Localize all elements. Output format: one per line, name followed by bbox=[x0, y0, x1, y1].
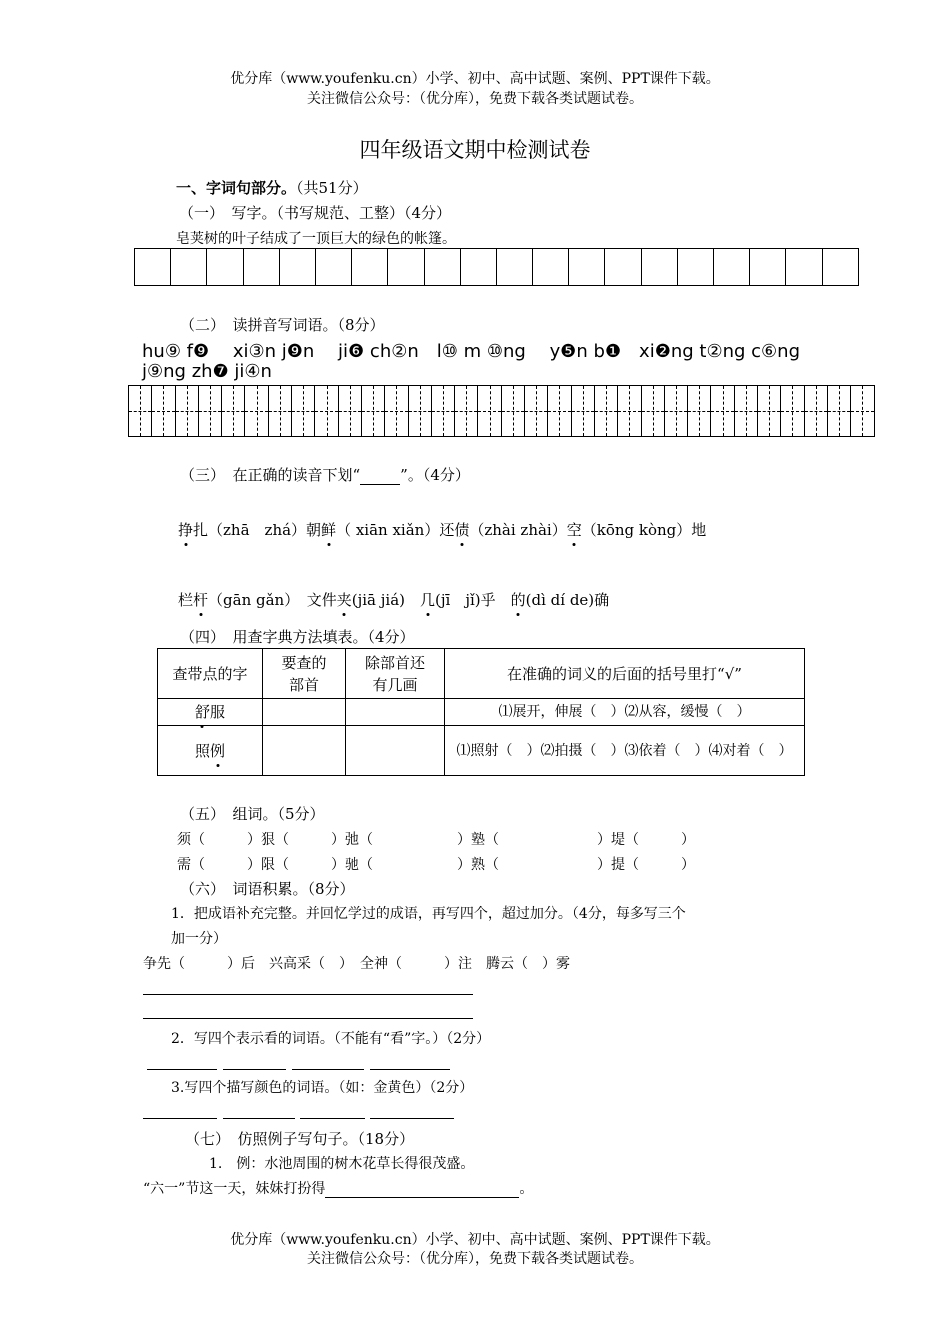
period: 。 bbox=[519, 1181, 534, 1197]
grid-cell[interactable] bbox=[714, 249, 750, 285]
pinyin-line-1: hu⑨ f❾ xi③n j❾n ji❻ ch②n l⑩ m ⑩ng y❺n b❶ xi❷ng t②ng c⑥ng bbox=[142, 341, 801, 362]
s6-heading: （六） 词语积累。（8分） bbox=[180, 880, 355, 898]
dotted-char: 杆 bbox=[193, 591, 209, 609]
col-header-text: 有几画 bbox=[372, 675, 418, 694]
s2-heading: （二） 读拼音写词语。（8分） bbox=[180, 316, 385, 334]
grid-cell[interactable] bbox=[135, 249, 171, 285]
options[interactable]: (jiā jiá) bbox=[351, 591, 420, 609]
tianzige-cell[interactable] bbox=[129, 386, 152, 436]
char: 栏 bbox=[178, 591, 194, 609]
answer-cell[interactable] bbox=[346, 726, 445, 776]
tianzige-cell[interactable] bbox=[688, 386, 711, 436]
dotted-char: 债 bbox=[454, 521, 470, 539]
header-line-2: 关注微信公众号：（优分库），免费下载各类试题试卷。 bbox=[307, 91, 643, 107]
grid-cell[interactable] bbox=[388, 249, 424, 285]
col-header: 查带点的字 bbox=[158, 649, 263, 699]
options[interactable]: （ xiān xiǎn）还 bbox=[336, 521, 455, 539]
dotted-char: 例 bbox=[210, 741, 226, 760]
s6-q3: 3.写四个描写颜色的词语。（如：金黄色）（2分） bbox=[171, 1080, 474, 1096]
answer-line[interactable] bbox=[147, 1069, 217, 1070]
tianzige-cell[interactable] bbox=[548, 386, 571, 436]
meaning-cell[interactable]: ⑴展开，伸展（ ）⑵从容，缓慢（ ） bbox=[445, 699, 805, 726]
footer-line-2: 关注微信公众号：（优分库），免费下载各类试题试卷。 bbox=[307, 1251, 643, 1267]
tianzige-cell[interactable] bbox=[199, 386, 222, 436]
grid-cell[interactable] bbox=[750, 249, 786, 285]
grid-cell[interactable] bbox=[569, 249, 605, 285]
s6-q1-line-1: 1．把成语补充完整。并回忆学过的成语，再写四个，超过加分。（4分，每多写三个 bbox=[171, 906, 686, 922]
table-cell bbox=[158, 726, 263, 776]
options[interactable]: （zhā zhá）朝 bbox=[208, 521, 322, 539]
dotted-char: 夹 bbox=[336, 591, 352, 609]
grid-cell[interactable] bbox=[497, 249, 533, 285]
dotted-char: 挣 bbox=[178, 521, 194, 539]
tianzige-cell[interactable] bbox=[478, 386, 501, 436]
footer-line-1: 优分库（www.youfenku.cn）小学、初中、高中试题、案例、PPT课件下载。 bbox=[230, 1232, 720, 1248]
idiom-blanks[interactable]: 争先（ ）后 兴高采（ ） 全神（ ）注 腾云（ ）雾 bbox=[143, 956, 570, 972]
s3-heading-post: ”。（4分） bbox=[400, 466, 470, 484]
s7-example: 1. 例：水池周围的树木花草长得很茂盛。 bbox=[209, 1156, 475, 1172]
s3-heading-pre: （三） 在正确的读音下划“ bbox=[180, 466, 361, 484]
grid-cell[interactable] bbox=[533, 249, 569, 285]
tianzige-cell[interactable] bbox=[152, 386, 175, 436]
tianzige-cell[interactable] bbox=[618, 386, 641, 436]
answer-cell[interactable] bbox=[346, 699, 445, 726]
grid-cell[interactable] bbox=[352, 249, 388, 285]
grid-cell[interactable] bbox=[678, 249, 714, 285]
s5-heading: （五） 组词。（5分） bbox=[180, 805, 325, 823]
tianzige-cell[interactable] bbox=[851, 386, 874, 436]
s5-row-1[interactable]: 须（ ）狠（ ）弛（ ）塾（ ）堤（ ） bbox=[177, 832, 695, 848]
dictionary-table bbox=[157, 648, 805, 776]
grid-cell[interactable] bbox=[642, 249, 678, 285]
tianzige-cell[interactable] bbox=[222, 386, 245, 436]
tianzige-cell[interactable] bbox=[642, 386, 665, 436]
s6-q1-line-2: 加一分） bbox=[171, 931, 227, 947]
dotted-char: 鲜 bbox=[321, 521, 337, 539]
options[interactable]: （kōng kòng）地 bbox=[581, 521, 707, 539]
s7-question bbox=[143, 1178, 533, 1198]
answer-line[interactable] bbox=[370, 1118, 454, 1119]
s1-heading: （一） 写字。（书写规范、工整）（4分） bbox=[179, 204, 452, 222]
tianzige-cell[interactable] bbox=[245, 386, 268, 436]
tianzige-cell[interactable] bbox=[781, 386, 804, 436]
answer-line[interactable] bbox=[223, 1069, 286, 1070]
underline-sample bbox=[360, 484, 400, 485]
part1-heading bbox=[176, 177, 368, 198]
tianzige-cell[interactable] bbox=[362, 386, 385, 436]
dotted-char: 的 bbox=[510, 591, 526, 609]
answer-line[interactable] bbox=[223, 1118, 295, 1119]
tianzige-cell[interactable] bbox=[525, 386, 548, 436]
grid-cell[interactable] bbox=[207, 249, 243, 285]
tianzige-cell[interactable] bbox=[269, 386, 292, 436]
char: 服 bbox=[210, 703, 226, 721]
writing-grid[interactable] bbox=[134, 248, 859, 286]
table-cell bbox=[158, 699, 263, 726]
col-header-text: 除部首还 bbox=[364, 653, 425, 672]
answer-line[interactable] bbox=[143, 994, 473, 995]
options[interactable]: (dì dí de)确 bbox=[525, 591, 610, 609]
s7-heading: （七） 仿照例子写句子。（18分） bbox=[185, 1130, 415, 1148]
tianzige-cell[interactable] bbox=[665, 386, 688, 436]
tianzige-cell[interactable] bbox=[595, 386, 618, 436]
grid-cell[interactable] bbox=[316, 249, 352, 285]
meaning-cell[interactable]: ⑴照射（ ）⑵拍摄（ ）⑶依着（ ）⑷对着（ ） bbox=[445, 726, 805, 776]
col-header bbox=[263, 649, 346, 699]
options[interactable]: （gān gǎn） 文件 bbox=[208, 591, 337, 609]
answer-line[interactable] bbox=[370, 1069, 450, 1070]
tianzige-cell[interactable] bbox=[455, 386, 478, 436]
header-line-1: 优分库（www.youfenku.cn）小学、初中、高中试题、案例、PPT课件下载。 bbox=[230, 71, 720, 87]
tianzige-cell[interactable] bbox=[409, 386, 432, 436]
answer-line[interactable] bbox=[325, 1181, 519, 1198]
col-header: 在准确的词义的后面的括号里打“√” bbox=[445, 649, 805, 699]
tianzige-cell[interactable] bbox=[315, 386, 338, 436]
tianzige-cell[interactable] bbox=[339, 386, 362, 436]
options[interactable]: （zhài zhài） bbox=[469, 521, 567, 539]
tianzige-cell[interactable] bbox=[805, 386, 828, 436]
tianzige-grid[interactable] bbox=[128, 385, 875, 437]
s3-heading bbox=[180, 464, 470, 485]
char: 照 bbox=[194, 741, 210, 760]
s3-row-1 bbox=[178, 519, 706, 540]
tianzige-cell[interactable] bbox=[758, 386, 781, 436]
page-title: 四年级语文期中检测试卷 bbox=[359, 138, 591, 162]
tianzige-cell[interactable] bbox=[385, 386, 408, 436]
dotted-char: 空 bbox=[566, 521, 582, 539]
answer-line[interactable] bbox=[300, 1118, 365, 1119]
grid-cell[interactable] bbox=[280, 249, 316, 285]
grid-cell[interactable] bbox=[605, 249, 641, 285]
tianzige-cell[interactable] bbox=[502, 386, 525, 436]
grid-cell[interactable] bbox=[425, 249, 461, 285]
col-header bbox=[346, 649, 445, 699]
answer-line[interactable] bbox=[143, 1018, 473, 1019]
s5-row-2[interactable]: 需（ ）限（ ）驰（ ）熟（ ）提（ ） bbox=[177, 857, 695, 873]
grid-cell[interactable] bbox=[244, 249, 280, 285]
tianzige-cell[interactable] bbox=[176, 386, 199, 436]
col-header-text: 部首 bbox=[288, 675, 319, 694]
grid-cell[interactable] bbox=[786, 249, 822, 285]
s3-row-2 bbox=[178, 589, 609, 610]
s1-sentence: 皂荚树的叶子结成了一顶巨大的绿色的帐篷。 bbox=[176, 231, 456, 247]
s6-q2: 2．写四个表示看的词语。（不能有“看”字。）（2分） bbox=[171, 1031, 491, 1047]
tianzige-cell[interactable] bbox=[735, 386, 758, 436]
dotted-char: 舒 bbox=[194, 703, 210, 721]
tianzige-cell[interactable] bbox=[828, 386, 851, 436]
grid-cell[interactable] bbox=[171, 249, 207, 285]
answer-cell[interactable] bbox=[263, 699, 346, 726]
dotted-char: 几 bbox=[420, 591, 436, 609]
grid-cell[interactable] bbox=[461, 249, 497, 285]
s4-heading: （四） 用查字典方法填表。（4分） bbox=[180, 628, 415, 646]
tianzige-cell[interactable] bbox=[572, 386, 595, 436]
s7-question-text: “六一”节这一天，妹妹打扮得 bbox=[143, 1181, 326, 1197]
part1-heading-text: 一、字词句部分。 bbox=[176, 179, 297, 197]
options[interactable]: (jī jǐ)乎 bbox=[435, 591, 511, 609]
answer-line[interactable] bbox=[143, 1118, 217, 1119]
tianzige-cell[interactable] bbox=[292, 386, 315, 436]
pinyin-line-2: j⑨ng zh❼ ji④n bbox=[142, 361, 272, 382]
answer-line[interactable] bbox=[292, 1069, 364, 1070]
tianzige-cell[interactable] bbox=[711, 386, 734, 436]
answer-cell[interactable] bbox=[263, 726, 346, 776]
grid-cell[interactable] bbox=[823, 249, 859, 285]
col-header-text: 要查的 bbox=[281, 653, 327, 672]
char: 扎 bbox=[193, 521, 209, 539]
tianzige-cell[interactable] bbox=[432, 386, 455, 436]
part1-score: （共51分） bbox=[296, 179, 368, 197]
